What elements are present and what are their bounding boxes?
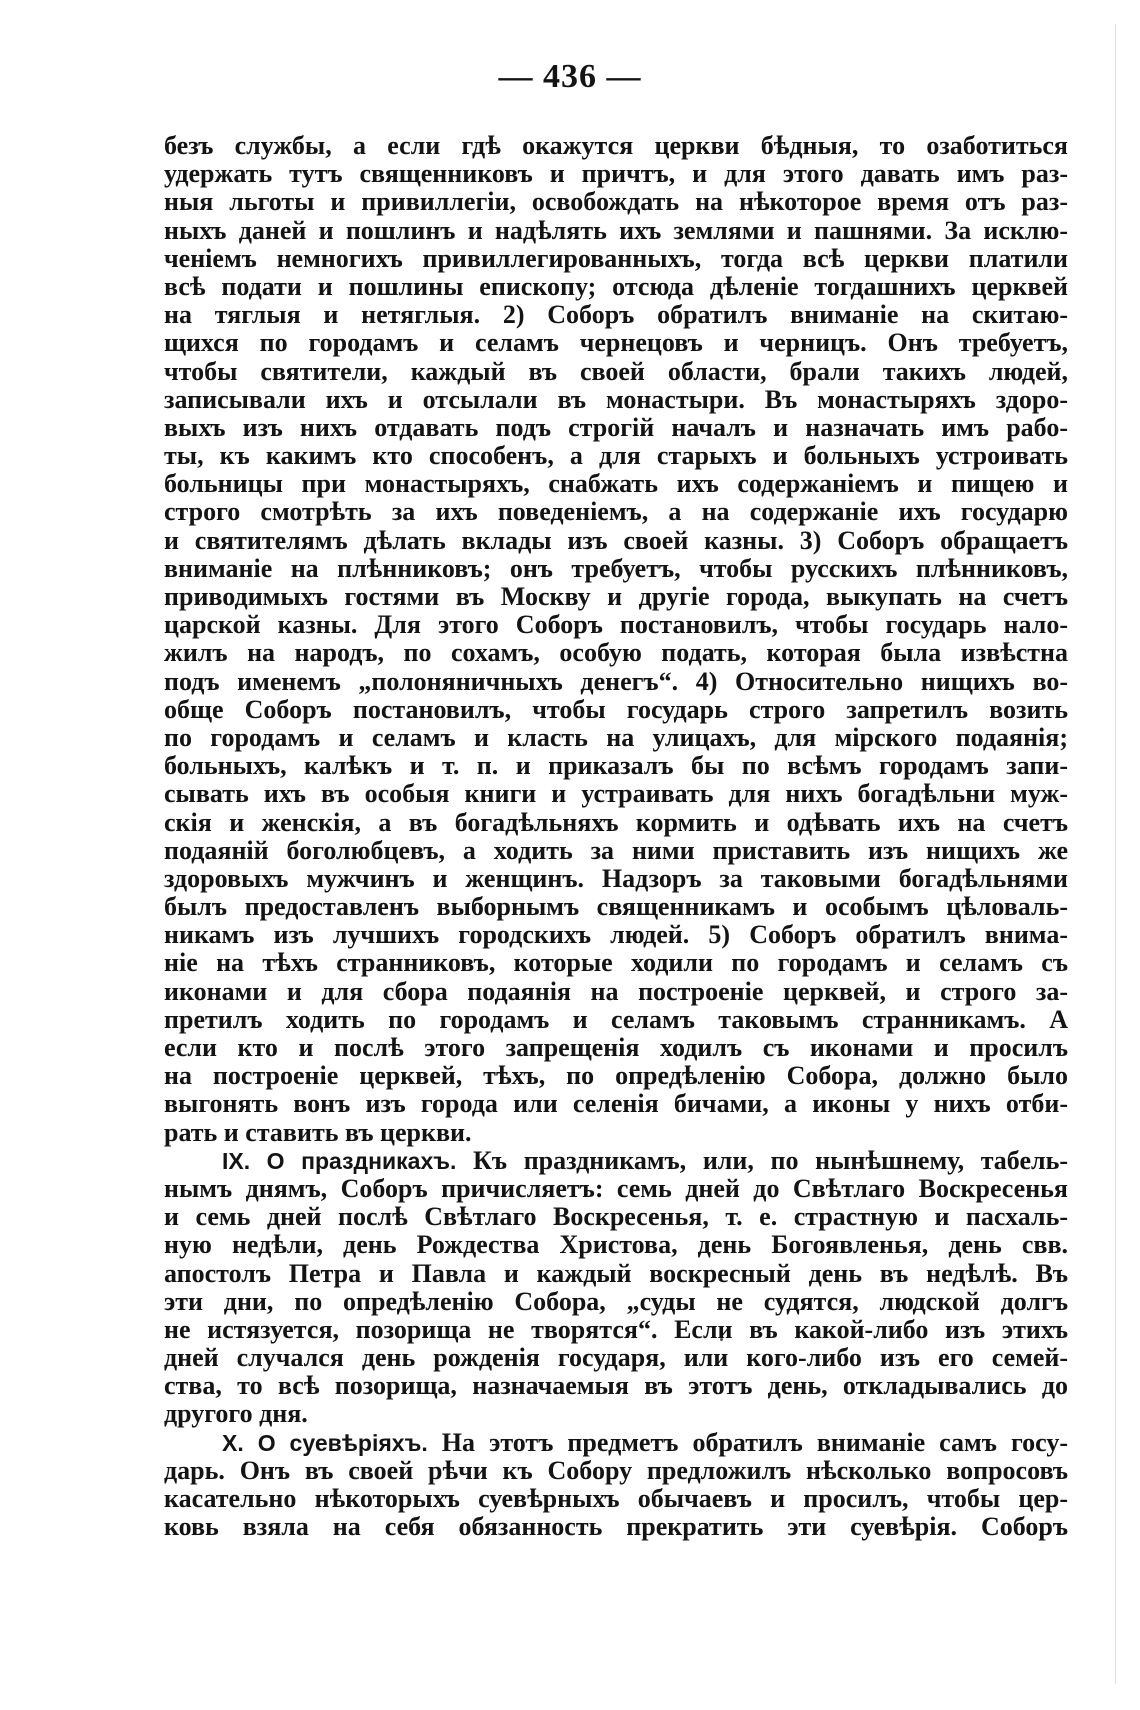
text-line: царской казны. Для этого Соборъ постановилъ, чтобы государь нало- bbox=[164, 610, 1068, 640]
text-line: ченіемъ немногихъ привиллегированныхъ, тогда всѣ церкви платили bbox=[164, 243, 1068, 273]
text-line: записывали ихъ и отсылали въ монастыри. Въ монастыряхъ здоро- bbox=[164, 384, 1068, 414]
text-line: строго смотрѣть за ихъ поведеніемъ, а на содержаніе ихъ государю bbox=[164, 497, 1068, 527]
text-line: ную недѣли, день Рождества Христова, день Богоявленья, день свв. bbox=[164, 1230, 1068, 1260]
text-line: ніе на тѣхъ странниковъ, которые ходили по городамъ и селамъ съ bbox=[164, 948, 1068, 978]
text-line: ты, къ какимъ кто способенъ, а для старыхъ и больныхъ устроивать bbox=[164, 441, 1068, 471]
text-line: другого дня. bbox=[164, 1399, 308, 1429]
text-line: жилъ на народъ, по сохамъ, особую подать, которая была извѣстна bbox=[164, 638, 1068, 668]
text-run: На этотъ предметъ обратилъ вниманіе самъ госу- bbox=[427, 1427, 1068, 1457]
text-line: и святителямъ дѣлать вклады изъ своей казны. 3) Соборъ обращаетъ bbox=[164, 525, 1068, 555]
text-line: выгонять вонъ изъ города или селенія бичами, а иконы у нихъ отби- bbox=[164, 1089, 1068, 1119]
text-line: безъ службы, а если гдѣ окажутся церкви бѣдныя, то озаботиться bbox=[164, 131, 1068, 160]
text-line: здоровыхъ мужчинъ и женщинъ. Надзоръ за таковыми богадѣльнями bbox=[164, 863, 1068, 893]
text-line: вниманіе на плѣнниковъ; онъ требуетъ, чтобы русскихъ плѣнниковъ, bbox=[164, 553, 1068, 583]
text-line: нымъ днямъ, Соборъ причисляетъ: семь дней до Свѣтлаго Воскресенья bbox=[164, 1173, 1068, 1203]
text-line: ныя льготы и привиллегіи, освобождать на нѣкоторое время отъ раз- bbox=[164, 187, 1068, 217]
text-line: ковь взяла на себя обязанность прекратить эти суевѣрія. Соборъ bbox=[164, 1512, 1068, 1542]
text-line: иконами и для сбора подаянія на построеніе церквей, и строго за- bbox=[164, 976, 1068, 1006]
text-line: никамъ изъ лучшихъ городскихъ людей. 5) Соборъ обратилъ внима- bbox=[164, 920, 1068, 950]
text-line: касательно нѣкоторыхъ суевѣрныхъ обычаевъ и просилъ, чтобы цер- bbox=[164, 1484, 1068, 1513]
text-line: и семь дней послѣ Свѣтлаго Воскресенья, т. е. страстную и пасхаль- bbox=[164, 1202, 1068, 1232]
text-line: на построеніе церквей, тѣхъ, по опредѣленію Собора, должно было bbox=[164, 1061, 1068, 1091]
text-line: ства, то всѣ позорища, назначаемыя въ этотъ день, откладывались до bbox=[164, 1371, 1068, 1401]
text-line: рать и ставить въ церкви. bbox=[164, 1117, 472, 1147]
text-line: апостолъ Петра и Павла и каждый воскресный день въ недѣлѣ. Въ bbox=[164, 1258, 1068, 1288]
text-line: обще Соборъ постановилъ, чтобы государь строго запретилъ возить bbox=[164, 694, 1068, 724]
section-line-x bbox=[164, 1429, 1068, 1457]
body-text bbox=[164, 132, 1068, 1541]
text-line: эти дни, по опредѣленію Собора, „суды не судятся, людской долгъ bbox=[164, 1286, 1068, 1316]
text-line: былъ предоставленъ выборнымъ священникамъ и особымъ цѣловаль- bbox=[164, 892, 1068, 922]
text-line: дарь. Онъ въ своей рѣчи къ Собору предложилъ нѣсколько вопросовъ bbox=[164, 1455, 1068, 1485]
page-edge-shadow bbox=[1115, 24, 1116, 1684]
text-line: чтобы святители, каждый въ своей области, брали такихъ людей, bbox=[164, 356, 1068, 386]
section-line-ix bbox=[164, 1147, 1068, 1175]
text-line: сывать ихъ въ особыя книги и устраивать для нихъ богадѣльни муж- bbox=[164, 779, 1068, 809]
text-line: больныхъ, калѣкъ и т. п. и приказалъ бы по всѣмъ городамъ запи- bbox=[164, 751, 1068, 781]
section-heading-x: X. О суевѣріяхъ. bbox=[222, 1429, 428, 1456]
text-line: больницы при монастыряхъ, снабжать ихъ содержаніемъ и пищею и bbox=[164, 469, 1068, 499]
text-line: ныхъ даней и пошлинъ и надѣлять ихъ землями и пашнями. За исклю- bbox=[164, 215, 1068, 245]
text-run: Къ праздникамъ, или, по нынѣшнему, табель- bbox=[456, 1145, 1068, 1175]
text-line: не истязуется, позорища не творятся“. Если въ какой-либо изъ этихъ bbox=[164, 1314, 1068, 1344]
section-heading-ix: IX. О праздникахъ. bbox=[222, 1147, 457, 1174]
text-line: если кто и послѣ этого запрещенія ходилъ съ иконами и просилъ bbox=[164, 1033, 1068, 1062]
text-line: претилъ ходить по городамъ и селамъ таковымъ странникамъ. А bbox=[164, 1004, 1068, 1034]
text-line: подаяній боголюбцевъ, а ходить за ними приставить изъ нищихъ же bbox=[164, 835, 1068, 865]
text-line: дней случался день рожденія государя, или кого-либо изъ его семей- bbox=[164, 1343, 1068, 1373]
text-line: приводимыхъ гостями въ Москву и другіе города, выкупать на счетъ bbox=[164, 582, 1068, 611]
text-line: по городамъ и селамъ и класть на улицахъ, для мірского подаянія; bbox=[164, 722, 1068, 752]
text-line: выхъ изъ нихъ отдавать подъ строгій началъ и назначать имъ рабо- bbox=[164, 412, 1068, 442]
text-line: щихся по городамъ и селамъ чернецовъ и черницъ. Онъ требуетъ, bbox=[164, 328, 1068, 358]
text-line: всѣ подати и пошлины епископу; отсюда дѣленіе тогдашнихъ церквей bbox=[164, 271, 1068, 301]
text-line: скія и женскія, а въ богадѣльняхъ кормить и одѣвать ихъ на счетъ bbox=[164, 807, 1068, 837]
text-line: на тяглыя и нетяглыя. 2) Соборъ обратилъ вниманіе на скитаю- bbox=[164, 300, 1068, 330]
text-line: подъ именемъ „полоняничныхъ денегъ“. 4) Относительно нищихъ во- bbox=[164, 666, 1068, 696]
page-number: — 436 — bbox=[498, 58, 642, 95]
text-line: удержать тутъ священниковъ и причтъ, и для этого давать имъ раз- bbox=[164, 159, 1068, 189]
